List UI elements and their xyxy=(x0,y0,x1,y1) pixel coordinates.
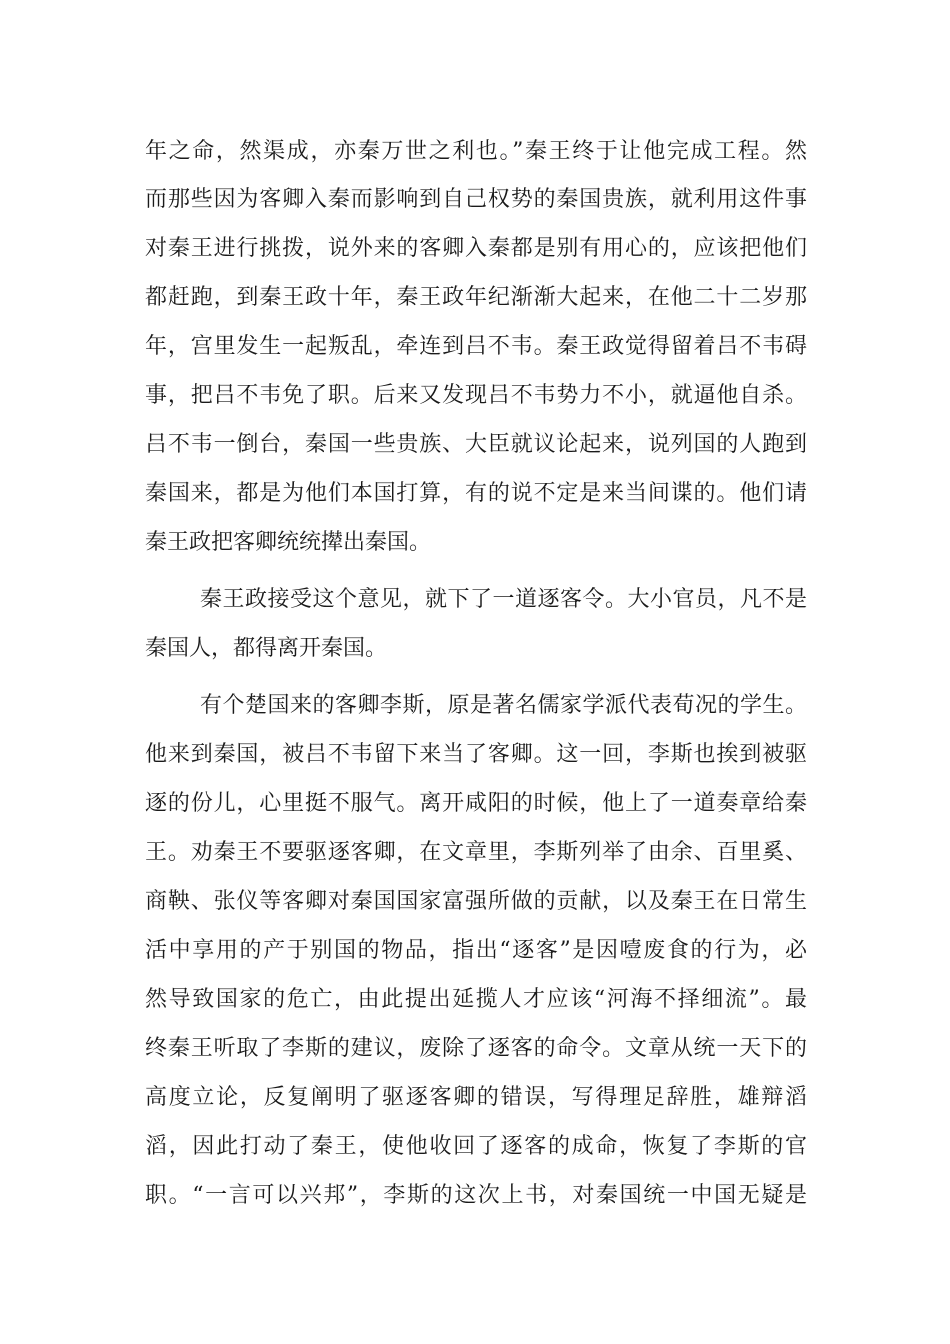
paragraph-first-line: 秦王政接受这个意见，就下了一道逐客令。大小官员，凡不是 xyxy=(200,587,807,612)
text-line: 都赶跑，到秦王政十年，秦王政年纪渐渐大起来，在他二十二岁那 xyxy=(145,285,807,310)
paragraph-first-line: 有个楚国来的客卿李斯，原是著名儒家学派代表荀况的学生。 xyxy=(200,693,807,718)
text-line: 王。劝秦王不要驱逐客卿，在文章里，李斯列举了由余、百里奚、 xyxy=(145,840,807,865)
paragraph-end-line: 秦王政把客卿统统撵出秦国。 xyxy=(145,530,432,555)
text-line: 然导致国家的危亡，由此提出延揽人才应该“河海不择细流”。最 xyxy=(145,987,807,1012)
text-line: 对秦王进行挑拨，说外来的客卿入秦都是别有用心的，应该把他们 xyxy=(145,236,807,261)
text-line: 年之命，然渠成，亦秦万世之利也。”秦王终于让他完成工程。然 xyxy=(145,139,807,164)
text-line: 商鞅、张仪等客卿对秦国国家富强所做的贡献，以及秦王在日常生 xyxy=(145,889,807,914)
text-line: 终秦王听取了李斯的建议，废除了逐客的命令。文章从统一天下的 xyxy=(145,1036,807,1061)
text-line: 职。“一言可以兴邦”，李斯的这次上书，对秦国统一中国无疑是 xyxy=(145,1183,807,1208)
text-line: 滔，因此打动了秦王，使他收回了逐客的成命，恢复了李斯的官 xyxy=(145,1134,807,1159)
text-line: 吕不韦一倒台，秦国一些贵族、大臣就议论起来，说列国的人跑到 xyxy=(145,432,807,457)
text-line: 高度立论，反复阐明了驱逐客卿的错误，写得理足辞胜，雄辩滔 xyxy=(145,1085,807,1110)
text-line: 活中享用的产于别国的物品，指出“逐客”是因噎废食的行为，必 xyxy=(145,938,807,963)
text-line: 逐的份儿，心里挺不服气。离开咸阳的时候，他上了一道奏章给秦 xyxy=(145,791,807,816)
text-line: 秦国来，都是为他们本国打算，有的说不定是来当间谍的。他们请 xyxy=(145,481,807,506)
text-line: 年，宫里发生一起叛乱，牵连到吕不韦。秦王政觉得留着吕不韦碍 xyxy=(145,334,807,359)
text-line: 而那些因为客卿入秦而影响到自己权势的秦国贵族，就利用这件事 xyxy=(145,187,807,212)
text-line: 他来到秦国，被吕不韦留下来当了客卿。这一回，李斯也挨到被驱 xyxy=(145,742,807,767)
text-line: 事，把吕不韦免了职。后来又发现吕不韦势力不小，就逼他自杀。 xyxy=(145,383,807,408)
paragraph-end-line: 秦国人，都得离开秦国。 xyxy=(145,636,388,661)
